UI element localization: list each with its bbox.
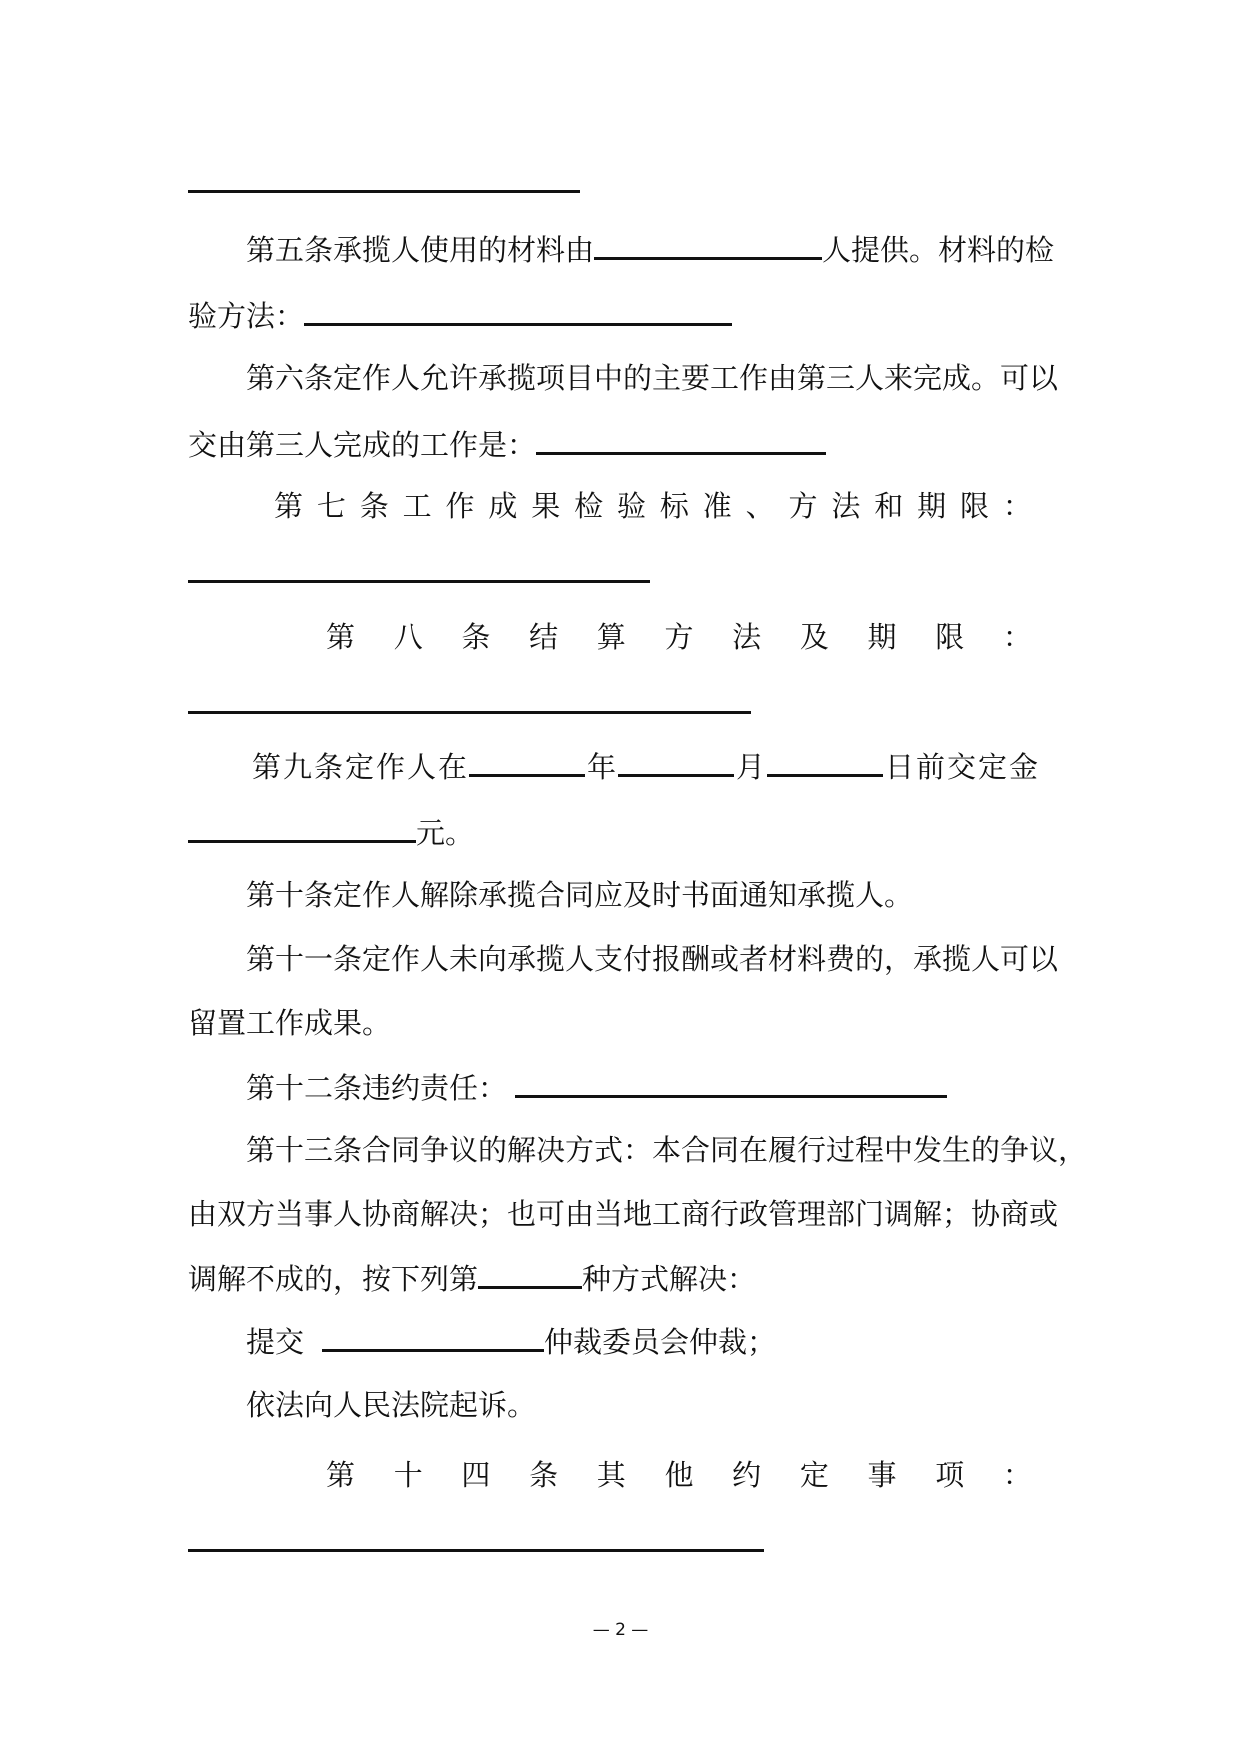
- article-9-text-cont: 日前交定金: [885, 750, 1041, 784]
- article-14-char: 约: [732, 1458, 762, 1492]
- yuan-label: 元。: [416, 816, 475, 850]
- article-9-line-2: [188, 812, 474, 852]
- article-8-char: ：: [1002, 620, 1032, 654]
- fill-in-blank: [188, 190, 580, 193]
- article-5-text-cont: 人提供。材料的检: [822, 233, 1055, 267]
- article-8-char: 结: [529, 620, 559, 654]
- arbitration-commission-blank: [322, 1321, 544, 1352]
- article-7-char: 、: [745, 489, 775, 523]
- article-11-line-1: [246, 939, 1058, 979]
- article-13-line-3: [188, 1258, 756, 1298]
- article-13-line-2: [188, 1194, 1058, 1234]
- article-13-text: 第十三条合同争议的解决方式：本合同在履行过程中发生的争议，: [246, 1133, 1088, 1167]
- fill-in-blank: [188, 711, 751, 714]
- article-13-text-method-cont: 种方式解决：: [582, 1262, 757, 1296]
- page-number: — 2 —: [592, 1620, 649, 1640]
- article-8-char: 期: [867, 620, 897, 654]
- article-8-char: 方: [664, 620, 694, 654]
- material-provider-blank: [594, 229, 822, 260]
- article-7-char: 标: [659, 489, 689, 523]
- article-8-char: 算: [596, 620, 626, 654]
- article-7-char: ：: [1002, 489, 1032, 523]
- article-12-text: 第十二条违约责任：: [246, 1071, 508, 1105]
- article-8-char: 法: [732, 620, 762, 654]
- article-12: [246, 1067, 947, 1107]
- liability-blank: [515, 1067, 947, 1098]
- article-7-char: 和: [874, 489, 904, 523]
- article-14-heading: [326, 1455, 1032, 1495]
- fill-in-blank: [188, 580, 650, 583]
- article-11-text: 第十一条定作人未向承揽人支付报酬或者材料费的，承揽人可以: [246, 942, 1059, 976]
- article-5-line-2: [188, 295, 732, 335]
- article-14-char: ：: [1002, 1458, 1032, 1492]
- article-7-char: 检: [574, 489, 604, 523]
- article-8-char: 条: [461, 620, 491, 654]
- article-7-char: 工: [402, 489, 432, 523]
- deposit-year-blank: [469, 746, 585, 777]
- article-7-char: 准: [702, 489, 732, 523]
- article-9-line-1: [252, 746, 1040, 786]
- article-13-option-1: [246, 1321, 776, 1361]
- article-10: [246, 875, 913, 915]
- article-5-text: 第五条承揽人使用的材料由: [246, 233, 595, 267]
- article-11-text-cont: 留置工作成果。: [188, 1006, 392, 1040]
- article-7-char: 成: [488, 489, 518, 523]
- fill-in-blank: [188, 1549, 764, 1552]
- option-2-text: 依法向人民法院起诉。: [246, 1388, 537, 1422]
- article-7-char: 方: [788, 489, 818, 523]
- article-14-char: 条: [529, 1458, 559, 1492]
- third-party-work-blank: [536, 424, 826, 455]
- article-14-char: 四: [461, 1458, 491, 1492]
- article-6-line-1: [246, 358, 1058, 398]
- article-14-char: 其: [596, 1458, 626, 1492]
- article-7-heading: [274, 486, 1032, 526]
- article-13-text-method: 调解不成的，按下列第: [188, 1262, 479, 1296]
- article-7-char: 验: [617, 489, 647, 523]
- article-7-char: 期: [917, 489, 947, 523]
- article-7-char: 条: [359, 489, 389, 523]
- article-14-char: 他: [664, 1458, 694, 1492]
- article-7-char: 果: [531, 489, 561, 523]
- article-14-char: 事: [867, 1458, 897, 1492]
- article-13-option-2: [246, 1385, 536, 1425]
- article-7-char: 第: [274, 489, 304, 523]
- option-1-text: 提交: [246, 1325, 305, 1359]
- article-8-char: 第: [326, 620, 356, 654]
- article-9-text: 第九条定作人在: [252, 750, 470, 784]
- article-6-text-cont: 交由第三人完成的工作是：: [188, 428, 537, 462]
- month-label: 月: [736, 750, 768, 784]
- article-13-line-1: [246, 1130, 1087, 1170]
- deposit-day-blank: [767, 746, 883, 777]
- inspection-method-blank: [304, 295, 732, 326]
- article-14-char: 十: [393, 1458, 423, 1492]
- article-13-text-cont: 由双方当事人协商解决；也可由当地工商行政管理部门调解；协商或: [188, 1197, 1059, 1231]
- article-8-char: 及: [799, 620, 829, 654]
- article-6-text: 第六条定作人允许承揽项目中的主要工作由第三人来完成。可以: [246, 361, 1059, 395]
- article-14-char: 定: [799, 1458, 829, 1492]
- article-14-char: 第: [326, 1458, 356, 1492]
- article-7-char: 法: [831, 489, 861, 523]
- article-8-char: 八: [393, 620, 423, 654]
- article-7-char: 七: [316, 489, 346, 523]
- article-11-line-2: [188, 1003, 391, 1043]
- article-7-char: 限: [960, 489, 990, 523]
- article-5-line-1: [246, 229, 1054, 269]
- article-6-line-2: [188, 424, 826, 464]
- article-7-char: 作: [445, 489, 475, 523]
- article-5-text-method: 验方法：: [188, 299, 305, 333]
- article-14-char: 项: [935, 1458, 965, 1492]
- article-10-text: 第十条定作人解除承揽合同应及时书面通知承揽人。: [246, 878, 914, 912]
- year-label: 年: [587, 750, 619, 784]
- deposit-month-blank: [618, 746, 734, 777]
- option-1-text-cont: 仲裁委员会仲裁；: [544, 1325, 777, 1359]
- article-8-char: 限: [935, 620, 965, 654]
- article-8-heading: [326, 617, 1032, 657]
- resolution-method-blank: [478, 1258, 582, 1289]
- deposit-amount-blank: [188, 812, 416, 843]
